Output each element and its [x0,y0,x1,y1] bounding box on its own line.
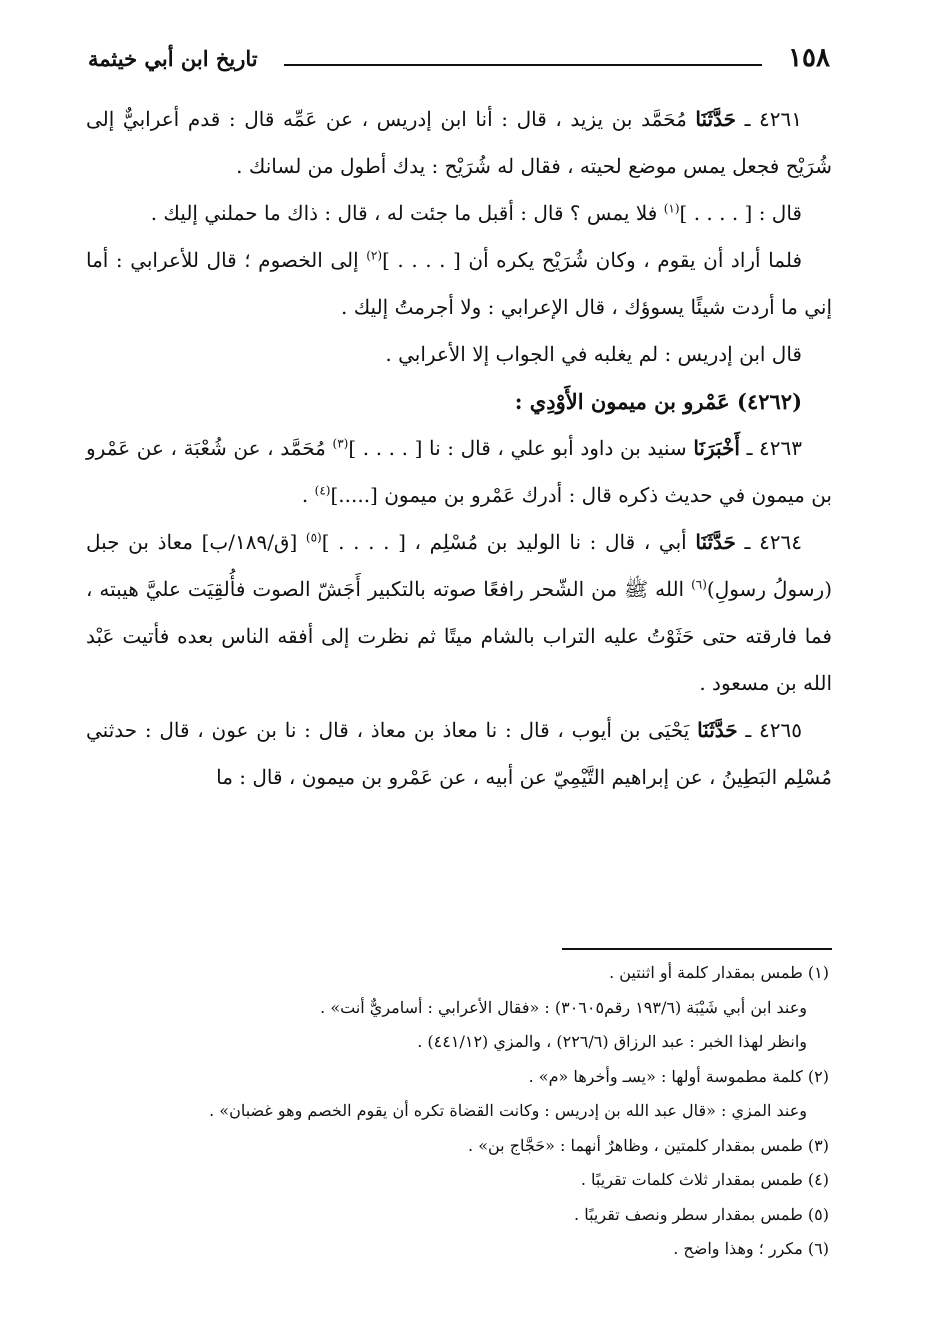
footnote-continuation: وعند المزي : «قال عبد الله بن إدريس : وكانت القضاة تكره أن يقوم الخصم وهو غضبان» . [209,1101,807,1120]
entry-number: ٤٢٦٤ [759,530,803,554]
footnote-marker: (٢) [366,248,383,263]
paragraph-text: . [301,483,315,507]
paragraph-text: [ق/١٨٩/ب] معاذ بن جبل (رسولُ رسولِ) [86,530,833,601]
paragraph-4261-a [86,190,832,237]
paragraph-text: سنيد بن داود أبو علي ، قال : نا [ . . . . ] [348,436,687,460]
footnote-marker: (٤) [314,483,331,498]
entry-number: ٤٢٦٥ [759,718,802,742]
paragraph-text: الله ﷺ من الشّحر رافعًا صوته بالتكبير أَجَشّ الصوت فأُلقِيَت عليَّ هيبته ، فما فارقته حتى حَثَوْتُ عليه التراب بالشام ميتًا ثم نظرت إلى أفقه الناس بعده فأتيت عَبْد الله بن مسعود . [86,577,832,695]
footnote-marker: (٣) [332,436,349,451]
paragraph-4261-c [86,331,832,378]
footnote-separator [562,948,832,950]
page-number: ١٥٨ [788,43,830,73]
footnote: (٦) مكرر ؛ وهذا واضح . [673,1239,829,1258]
paragraph-text: أبي ، قال : نا الوليد بن مُسْلِم ، [ . . . . ] [321,530,687,554]
paragraph-text: مُحَمَّد ، عن شُعْبَة ، عن عَمْرو بن ميمون في حديث ذكره قال : أدرك عَمْرو بن ميمون [.....] [86,436,832,507]
footnote: (٣) طمس بمقدار كلمتين ، وظاهرٌ أنهما : «حَجَّاج بن» . [468,1135,829,1155]
footnote-continuation: وعند ابن أبي شَيْبَة (١٩٣/٦ رقم٣٠٦٠٥) : «فقال الأعرابي : أسامريٌّ أنت» . [320,997,807,1017]
entry-heading: (٤٢٦٢) عَمْرو بن ميمون الأَوْدِي : [514,389,802,414]
entry-number: ٤٢٦١ [759,107,803,131]
main-text [86,96,832,801]
footnote-marker: (٦) [691,577,707,592]
paragraph-text: فلما أراد أن يقوم ، وكان شُرَيْح يكره أن [ . . . . ] [382,248,803,272]
narration-lead: حَدَّثَنَا [695,530,736,554]
running-title: تاريخ ابن أبي خيثمة [88,45,258,71]
narration-lead: حَدَّثَنَا [695,107,736,131]
footnotes [86,956,829,1267]
narration-lead: حَدَّثَنَا [697,718,738,742]
paragraph-4261-b [86,237,832,331]
footnote: (٥) طمس بمقدار سطر ونصف تقريبًا . [574,1204,829,1224]
header-rule [284,64,762,66]
paragraph-4265: ٤٢٦٥ ـ حَدَّثَنَا يَحْيَى بن أيوب ، قال : نا معاذ بن معاذ ، قال : نا بن عون ، قال : حدثني مُسْلِم البَطِينُ ، عن إبراهيم التَّيْمِيّ عن أبيه ، عن عَمْرو بن ميمون ، قال : ما [86,718,832,789]
footnote: (٤) طمس بمقدار ثلاث كلمات تقريبًا . [580,1170,829,1189]
footnote: (١) طمس بمقدار كلمة أو اثنتين . [609,963,829,982]
paragraph-text: فلا يمس ؟ قال : أقبل ما جئت له ، قال : ذاك ما حملني إليك . [150,201,664,225]
narration-lead: أَخْبَرَنَا [693,436,740,460]
page-header [88,38,830,78]
footnote: (٢) كلمة مطموسة أولها : «يسـ وأخرها «م» . [528,1066,829,1086]
paragraph-4261: ٤٢٦١ ـ حَدَّثَنَا مُحَمَّد بن يزيد ، قال : أنا ابن إدريس ، عن عَمِّه قال : قدم أعرابيٌّ إلى شُرَيْح فجعل يمس موضع لحيته ، فقال له شُرَيْح : يدك أطول من لسانك . [86,107,832,178]
footnote-continuation: وانظر لهذا الخبر : عبد الرزاق (٢٢٦/٦) ، والمزي (٤٤١/١٢) . [417,1032,807,1051]
paragraph-text: قال : [ . . . . ] [679,201,802,225]
footnote-marker: (٥) [305,530,322,545]
paragraph-4263: ٤٢٦٣ ـ أَخْبَرَنَا سنيد بن داود أبو علي ، قال : نا [ . . . . ]$^{(٣)}$ مُحَمَّد ، عن شُعْبَة ، عن عَمْرو بن ميمون في حديث ذكره قال : أدرك عَمْرو بن ميمون [.....]$^{(٤)}$ . [86,436,832,507]
footnote-marker: (١) [663,201,680,216]
paragraph-text: قال ابن إدريس : لم يغلبه في الجواب إلا الأعرابي . [385,342,802,366]
paragraph-text: مُحَمَّد بن يزيد ، قال : أنا ابن إدريس ، عن عَمِّه قال : قدم أعرابيٌّ إلى شُرَيْح فجعل يمس موضع لحيته ، فقال له شُرَيْح : يدك أطول من لسانك . [86,107,832,178]
paragraph-text: يَحْيَى بن أيوب ، قال : نا معاذ بن معاذ ، قال : نا بن عون ، قال : حدثني مُسْلِم البَطِينُ ، عن إبراهيم التَّيْمِيّ عن أبيه ، عن عَمْرو بن ميمون ، قال : ما [86,718,832,789]
paragraph-text: إلى الخصوم ؛ قال للأعرابي : أما إني ما أردت شيئًا يسوؤك ، قال الإعرابي : ولا أجرمتُ إليك . [86,248,832,319]
paragraph-4264: ٤٢٦٤ ـ حَدَّثَنَا أبي ، قال : نا الوليد بن مُسْلِم ، [ . . . . ]$^{(٥)}$ [ق/١٨٩/ب] معاذ بن جبل (رسولُ رسولِ)$^{(٦)}$ الله ﷺ من الشّحر رافعًا صوته بالتكبير أَجَشّ الصوت فأُلقِيَت عليَّ هيبته ، فما فارقته حتى حَثَوْتُ عليه التراب بالشام ميتًا ثم نظرت إلى أفقه الناس بعده فأتيت عَبْد الله بن مسعود . [86,530,833,695]
entry-number: ٤٢٦٣ [759,436,803,460]
